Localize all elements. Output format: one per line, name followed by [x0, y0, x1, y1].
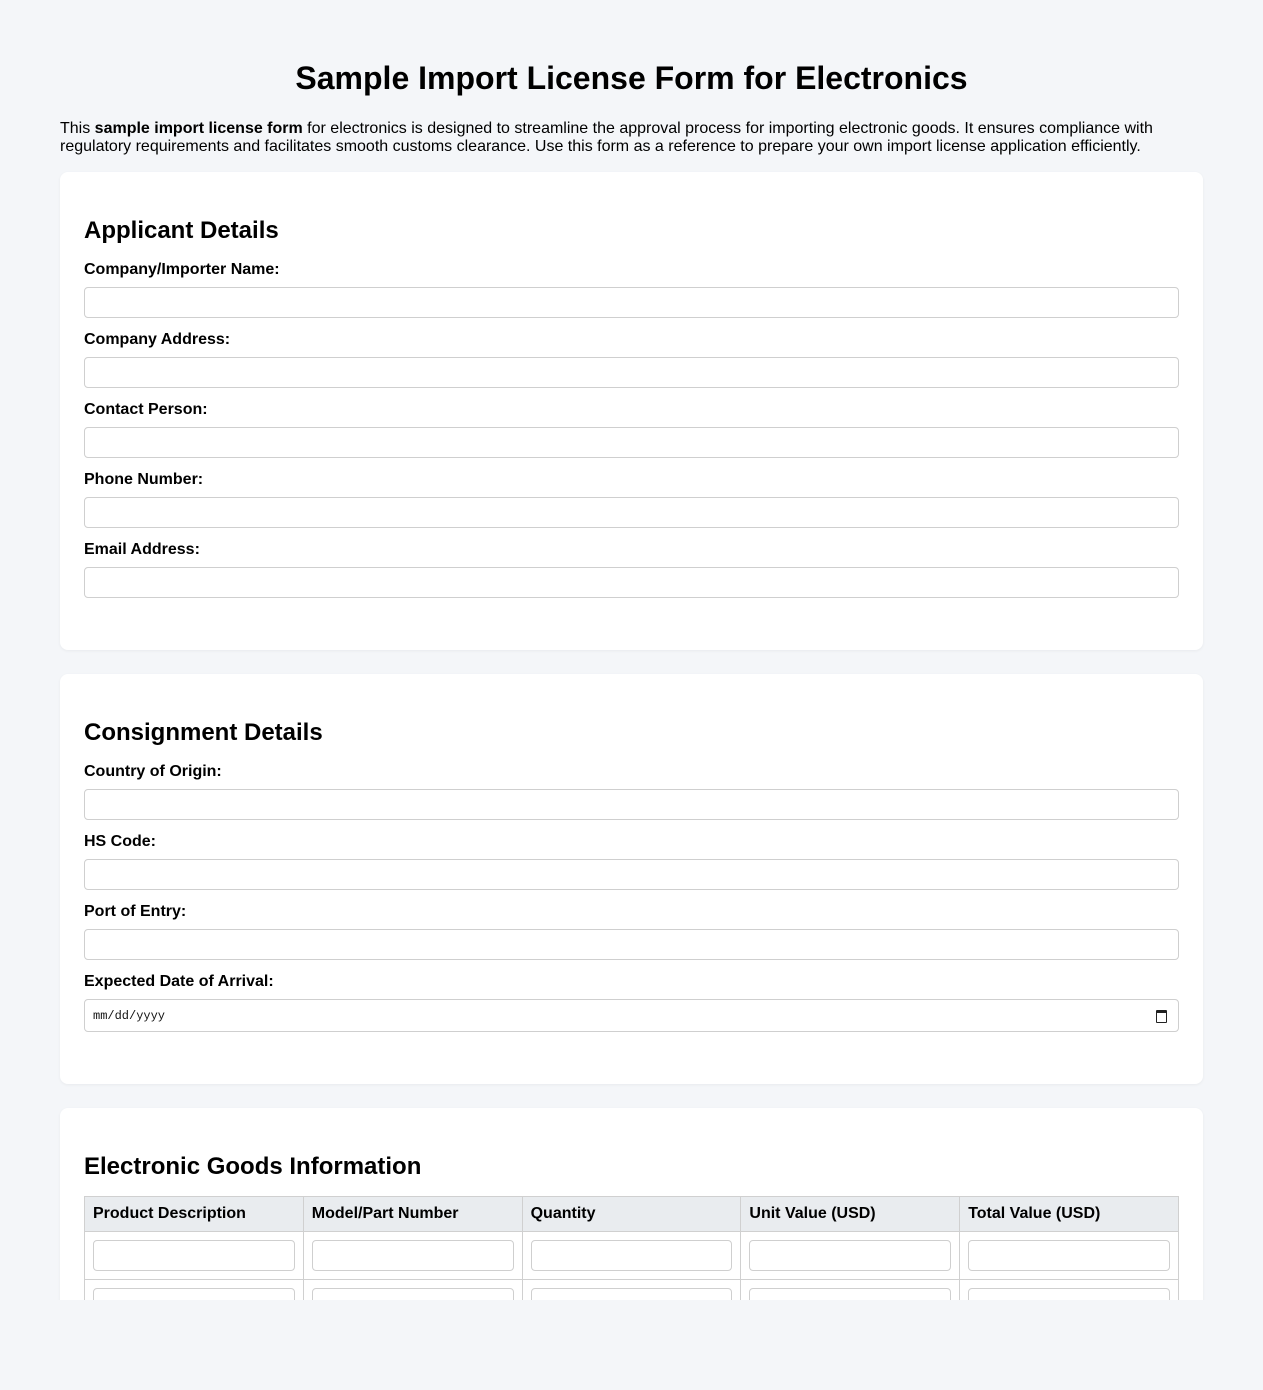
- table-cell: [85, 1232, 304, 1280]
- model-part-number-input[interactable]: [312, 1288, 514, 1300]
- section-heading: Applicant Details: [84, 217, 279, 244]
- product-description-input[interactable]: [93, 1288, 295, 1300]
- table-cell: [303, 1232, 522, 1280]
- hs-code-field: [84, 832, 1179, 890]
- table-cell: [522, 1280, 741, 1301]
- table-cell: [960, 1232, 1179, 1280]
- company-address-input[interactable]: [84, 357, 1179, 388]
- table-row: [85, 1232, 1179, 1280]
- table-cell: [303, 1280, 522, 1301]
- field-label: Company/Importer Name:: [84, 261, 280, 278]
- intro-prefix: This: [60, 120, 95, 137]
- electronic-goods-section: [60, 1108, 1203, 1300]
- total-value-input[interactable]: [968, 1240, 1170, 1271]
- country-of-origin-field: [84, 762, 1179, 820]
- unit-value-input[interactable]: [749, 1288, 951, 1300]
- table-cell: [960, 1280, 1179, 1301]
- section-heading: Electronic Goods Information: [84, 1153, 422, 1180]
- field-label: Expected Date of Arrival:: [84, 973, 274, 990]
- table-header-row: [85, 1197, 1179, 1232]
- hs-code-input[interactable]: [84, 859, 1179, 890]
- port-of-entry-field: [84, 902, 1179, 960]
- email-address-field: [84, 540, 1179, 598]
- product-description-input[interactable]: [93, 1240, 295, 1271]
- form-container: [60, 0, 1203, 1300]
- quantity-input[interactable]: [531, 1288, 733, 1300]
- model-part-number-input[interactable]: [312, 1240, 514, 1271]
- column-header-unit-value: Unit Value (USD): [741, 1197, 960, 1232]
- column-header-product-description: Product Description: [85, 1197, 304, 1232]
- field-label: Phone Number:: [84, 471, 204, 488]
- page-title: Sample Import License Form for Electronics: [295, 60, 968, 96]
- field-label: HS Code:: [84, 833, 156, 850]
- port-of-entry-input[interactable]: [84, 929, 1179, 960]
- expected-arrival-date-field: [84, 972, 1179, 1032]
- phone-number-field: [84, 470, 1179, 528]
- field-label: Company Address:: [84, 331, 231, 348]
- field-label: Port of Entry:: [84, 903, 187, 920]
- column-header-total-value: Total Value (USD): [960, 1197, 1179, 1232]
- company-name-input[interactable]: [84, 287, 1179, 318]
- country-of-origin-input[interactable]: [84, 789, 1179, 820]
- calendar-icon[interactable]: [1156, 1010, 1167, 1023]
- date-placeholder: mm/dd/yyyy: [93, 1009, 166, 1023]
- expected-arrival-date-input[interactable]: [84, 999, 1179, 1032]
- quantity-input[interactable]: [531, 1240, 733, 1271]
- phone-number-input[interactable]: [84, 497, 1179, 528]
- field-label: Country of Origin:: [84, 763, 222, 780]
- company-name-field: [84, 260, 1179, 318]
- contact-person-field: [84, 400, 1179, 458]
- intro-bold: sample import license form: [94, 120, 303, 137]
- goods-table: [84, 1196, 1179, 1300]
- section-heading: Consignment Details: [84, 719, 323, 746]
- column-header-model-part-number: Model/Part Number: [303, 1197, 522, 1232]
- field-label: Contact Person:: [84, 401, 208, 418]
- email-address-input[interactable]: [84, 567, 1179, 598]
- applicant-details-section: [60, 172, 1203, 650]
- field-label: Email Address:: [84, 541, 200, 558]
- table-cell: [741, 1280, 960, 1301]
- table-cell: [741, 1232, 960, 1280]
- intro-suffix: for electronics is designed to streamline the approval process for importing electronic goods. It ensures compliance with regulatory requirements and facilitates smooth customs clearance. Use this form as a reference to prepare your own import license application efficiently.: [60, 120, 1153, 155]
- company-address-field: [84, 330, 1179, 388]
- total-value-input[interactable]: [968, 1288, 1170, 1300]
- table-cell: [522, 1232, 741, 1280]
- column-header-quantity: Quantity: [522, 1197, 741, 1232]
- intro-paragraph: [60, 120, 1203, 156]
- contact-person-input[interactable]: [84, 427, 1179, 458]
- consignment-details-section: [60, 674, 1203, 1084]
- table-cell: [85, 1280, 304, 1301]
- unit-value-input[interactable]: [749, 1240, 951, 1271]
- table-row: [85, 1280, 1179, 1301]
